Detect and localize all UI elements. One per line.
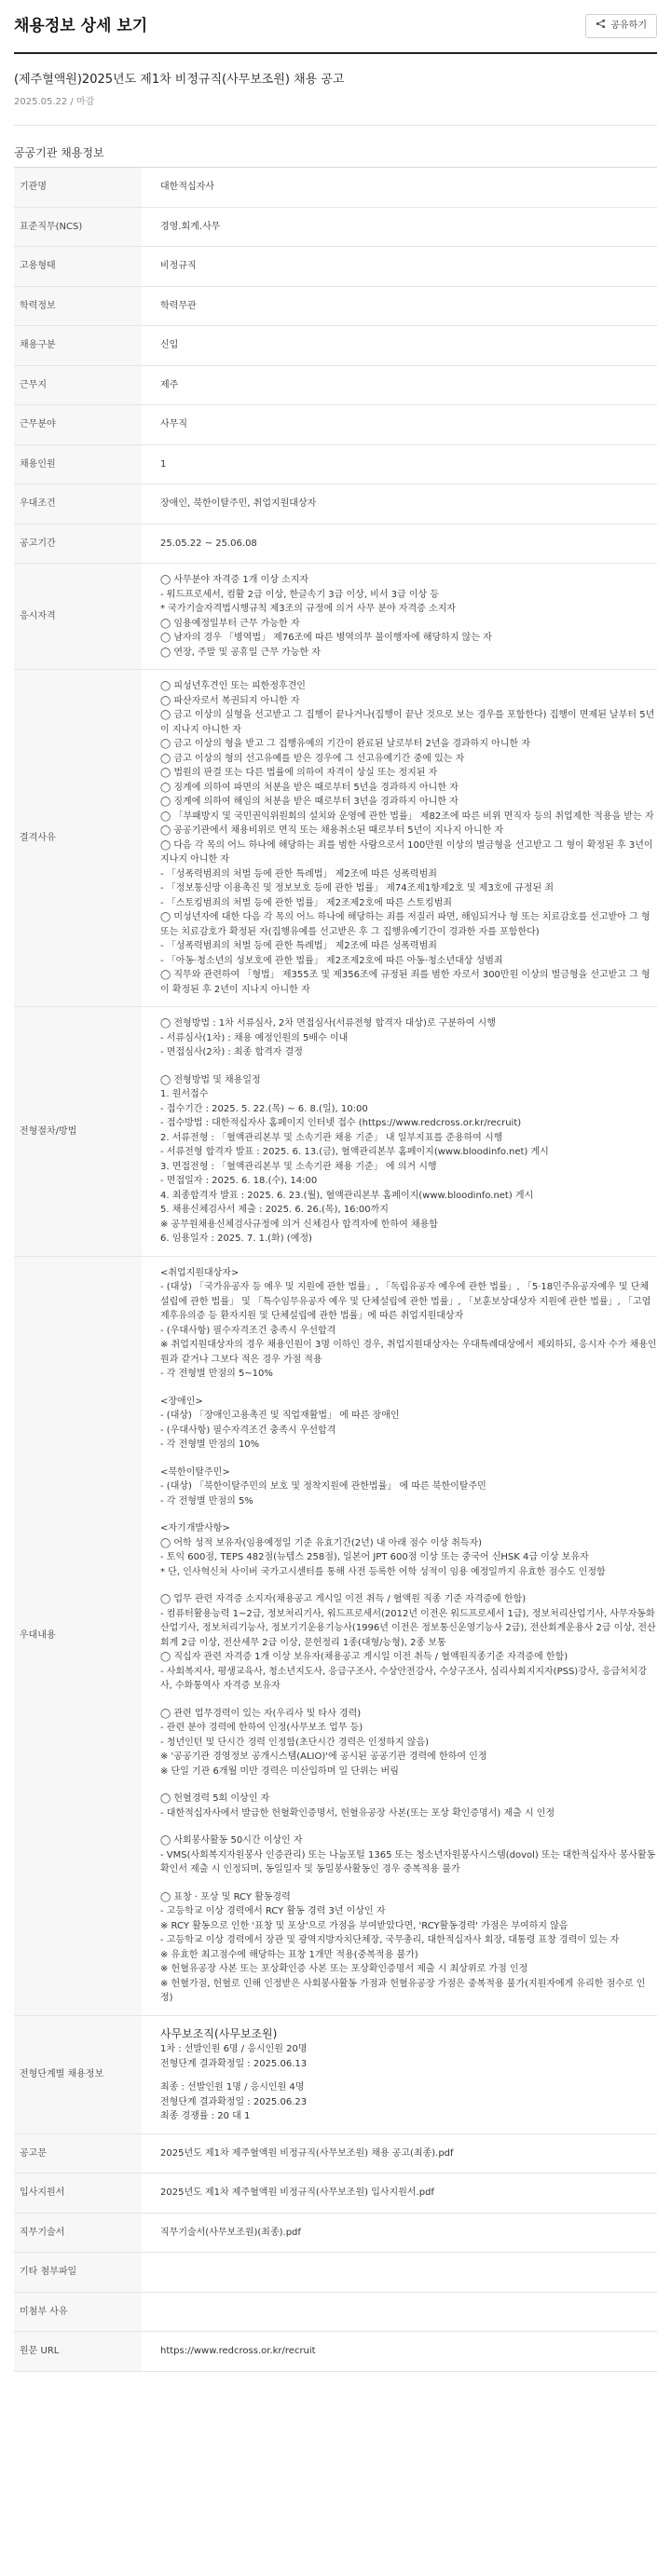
row-value [142,2253,657,2293]
content-line [160,1382,657,1395]
content-line: - 대한적십자사에서 발급한 헌혈확인증명서, 헌혈유공장 사본(또는 포상 확인증명서) 제출 시 인정 [160,1807,555,1819]
content-line: ※ 취업지원대상자의 경우 채용인원이 3명 이하인 경우, 취업지원대상자는 우대특례대상에서 제외하되, 응시자 수가 채용인원과 같거나 그보다 적은 경우 가점 적용 [160,1340,657,1365]
row-value: 학력무관 [142,286,657,326]
content-line: - 각 전형별 만점의 5~10% [160,1369,273,1380]
content-line: ◯ 어학 성적 보유자(임용예정일 기준 유효기간(2년) 내 아래 점수 이상 취득자) [160,1537,483,1548]
content-line: - 접수방법 : 대한적십자사 홈페이지 인터넷 접수 (https://www.redcross.or.kr/recruit) [160,1118,522,1129]
tail_rows-row [14,2213,657,2253]
content-line: 전형단계 결과확정일 : 2025.06.23 [160,2096,308,2107]
row-label: 고용형태 [14,247,142,287]
content-line: ◯ 사무분야 자격증 1개 이상 소지자 [160,575,309,586]
content-line: - 고등학교 이상 경력에서 RCY 활동 경력 3년 이상인 자 [160,1906,386,1917]
recruit-info-table [14,167,657,2372]
row-label: 근무분야 [14,405,142,445]
row-value: 장애인, 북한이탈주민, 취업지원대상자 [142,484,657,525]
rows-row [14,444,657,484]
content-line: - 면접일자 : 2025. 6. 18.(수), 14:00 [160,1176,318,1187]
content-line: 6. 임용일자 : 2025. 7. 1.(화) (예정) [160,1233,312,1245]
content-line: ◯ 전형방법 및 채용일정 [160,1074,261,1085]
content-line: ※ '공공기관 경영정보 공개시스템(ALIO)'에 공시된 공공기관 경력에 한하여 인정 [160,1751,487,1763]
share-button-label: 공유하기 [610,20,647,32]
per-stage-first [160,2042,657,2071]
content-line: ◯ 금고 이상의 형의 선고유예를 받은 경우에 그 선고유예기간 중에 있는 자 [160,753,465,764]
tail_rows-row [14,2292,657,2332]
row-label: 공고문 [14,2133,142,2174]
rows-row [14,207,657,247]
file-link[interactable]: 2025년도 제1차 제주혈액원 비정규직(사무보조원) 채용 공고(최종).pdf [142,2133,657,2174]
disqualification-content [142,670,657,1007]
file-link[interactable]: 직무기술서(사무보조원)(최종).pdf [142,2213,657,2253]
content-line: ◯ 직무와 관련하여 「형법」 제355조 및 제356조에 규정된 죄를 범한 자로서 300만원 이상의 벌금형을 선고받고 그 형이 확정된 후 2년이 지나지 아니한 자 [160,970,650,995]
content-line: ◯ 헌혈경력 5회 이상인 자 [160,1793,270,1805]
table-row-qualification [14,564,657,670]
content-line: ◯ 미성년자에 대한 다음 각 목의 어느 하나에 해당하는 죄를 저질러 파면, 해임되거나 형 또는 치료감호를 선고받아 그 형 또는 치료감호가 확정된 자(집행유예를 선고받은 후 그 집행유예기간이 경과한 자를 포함한다) [160,912,650,937]
content-line: ◯ 금고 이상의 형을 받고 그 집행유예의 기간이 완료된 날로부터 2년을 경과하지 아니한 자 [160,739,530,750]
content-line: <취업지원대상자> [160,1267,240,1278]
content-line: - 「성폭력범죄의 처벌 등에 관한 특례법」 제2조에 따른 성폭력범죄 [160,941,437,952]
row-value: 대한적십자사 [142,168,657,208]
row-label: 학력정보 [14,286,142,326]
content-line: ◯ 법원의 판결 또는 다른 법률에 의하여 자격이 상실 또는 정지된 자 [160,768,438,779]
content-line: 2. 서류전형 : 「혈액관리본부 및 소속기관 채용 기준」 내 일부지표를 준용하여 시행 [160,1132,503,1143]
row-value: 제주 [142,365,657,405]
content-line: - 서류전형 합격자 발표 : 2025. 6. 13.(금), 혈액관리본부 홈페이지(www.bloodinfo.net) 게시 [160,1147,549,1158]
content-line [160,1060,657,1073]
rows-row [14,365,657,405]
content-line: - 각 전형별 만점의 5% [160,1495,253,1506]
content-line: - 사회복지사, 평생교육사, 청소년지도사, 응급구조사, 수상안전강사, 수상구조사, 심리사회지지자(PSS)강사, 응급처치강사, 수화통역사 자격증 보유자 [160,1666,648,1692]
content-line: - VMS(사회복지자원봉사 인증관리) 또는 나눔포털 1365 또는 청소년자원봉사시스템(dovol) 또는 대한적십자사 봉사활동 확인서 제출 시 인정되며, 동일일자 및 동일봉사활동인 경우 중복적용 불가 [160,1849,656,1875]
content-line: 1차 : 선발인원 6명 / 응시인원 20명 [160,2044,308,2055]
content-line: ※ 공무원채용신체검사규정에 의거 신체검사 합격자에 한하여 채용함 [160,1219,438,1230]
content-line: ※ 단일 기관 6개월 미만 경력은 미산입하며 일 단위는 버림 [160,1765,399,1777]
rows-row [14,168,657,208]
content-line: <자기개발사항> [160,1523,230,1534]
content-line: 전형단계 결과확정일 : 2025.06.13 [160,2058,308,2069]
content-line: ◯ 임용예정일부터 근무 가능한 자 [160,618,300,629]
content-line: - 고등학교 이상 경력에서 장관 및 광역지방자치단체장, 국무총리, 대한적십자사 회장, 대통령 표창 경력이 있는 자 [160,1935,620,1946]
share-button[interactable] [585,14,657,39]
row-value: 신입 [142,326,657,366]
content-line: - 서류심사(1차) : 채용 예정인원의 5배수 이내 [160,1032,349,1043]
content-line: ◯ 남자의 경우 「병역법」 제76조에 따른 병역의무 불이행자에 해당하지 않는 자 [160,633,492,644]
content-line: - 면접심사(2차) : 최종 합격자 결정 [160,1047,303,1058]
row-label: 원문 URL [14,2332,142,2372]
row-label: 우대조건 [14,484,142,525]
row-label: 결격사유 [14,670,142,1007]
notice-title: (제주혈액원)2025년도 제1차 비정규직(사무보조원) 채용 공고 [14,73,345,87]
content-line: - (우대사항) 필수자격조건 충족시 우선합격 [160,1325,336,1336]
per-stage-final [160,2080,657,2124]
row-value: 25.05.22 ~ 25.06.08 [142,524,657,564]
process-content [142,1007,657,1257]
row-label: 채용구분 [14,326,142,366]
row-value: 경영.회계.사무 [142,207,657,247]
row-label: 근무지 [14,365,142,405]
file-link[interactable]: 2025년도 제1차 제주혈액원 비정규직(사무보조원) 입사지원서.pdf [142,2174,657,2214]
content-line [160,1779,657,1792]
row-label: 기타 첨부파일 [14,2253,142,2293]
tail_rows-row [14,2253,657,2293]
content-line: ◯ 업무 관련 자격증 소지자(채용공고 게시일 이전 취득 / 혈액원 직종 기준 자격증에 한함) [160,1594,527,1605]
content-line: ※ 유효한 최고점수에 해당하는 표창 1개만 적용(중복적용 불가) [160,1949,418,1960]
row-label: 우대내용 [14,1256,142,2015]
content-line: ※ 헌혈유공장 사본 또는 포상확인증 사본 또는 포상확인증명서 제출 시 최상위로 가점 인정 [160,1964,528,1975]
notice-title-block [14,54,657,126]
content-line: ◯ 전형방법 : 1차 서류심사, 2차 면접심사(서류전형 합격자 대상)로 구분하여 시행 [160,1018,496,1029]
row-value: 1 [142,444,657,484]
notice-date-status: 2025.05.22 / 마감 [14,97,95,108]
content-line: ◯ 징계에 의하여 해임의 처분을 받은 때로부터 3년을 경과하지 아니한 자 [160,797,459,808]
qualification-content [142,564,657,670]
tail_rows-row [14,2133,657,2174]
content-line [160,1452,657,1465]
content-line: - 워드프로세서, 컴활 2급 이상, 한글속기 3급 이상, 비서 3급 이상 등 [160,589,440,600]
content-line: ◯ 연장, 주말 및 공휴일 근무 가능한 자 [160,647,321,658]
row-label: 공고기간 [14,524,142,564]
content-line: - (대상) 「국가유공자 등 예우 및 지원에 관한 법률」, 「독립유공자 예우에 관한 법률」, 「5·18민주유공자예우 및 단체설립에 관한 법률」 및 「특수임무유공자 예우 및 단체설립에 관한 법률」, 「보훈보상대상자 지원에 관한 법률」, 「고엽제후유의증 등 환자지원 및 단체설립에 관한 법률」에 따른 취업지원대상자 [160,1282,651,1322]
row-label: 전형절차/방법 [14,1007,142,1257]
file-link[interactable]: https://www.redcross.or.kr/recruit [142,2332,657,2372]
row-label: 전형단계별 채용정보 [14,2015,142,2133]
content-line: 3. 면접전형 : 「혈액관리본부 및 소속기관 채용 기준」 에 의거 시행 [160,1161,437,1172]
content-line: * 국가기술자격법시행규칙 제3조의 규정에 의거 사무 분야 자격증 소지자 [160,604,456,615]
content-line: ◯ 직십자 관련 자격증 1개 이상 보유자(채용공고 게시일 이전 취득 / 혈액원직종기준 자격증에 한함) [160,1652,568,1663]
content-line: * 단, 인사혁신처 사이버 국가고시센터를 통해 사전 등록한 어학 성적이 임용 예정일까지 유효한 점수도 인정함 [160,1566,606,1577]
content-line: 최종 경쟁률 : 20 대 1 [160,2111,251,2122]
rows-row [14,405,657,445]
rows-row [14,484,657,525]
row-label: 채용인원 [14,444,142,484]
tail_rows-row [14,2332,657,2372]
row-label: 응시자격 [14,564,142,670]
content-line: ※ 헌혈가점, 헌혈로 인해 인정받은 사회봉사활동 가점과 헌혈유공장 가점은 중복적용 불가(지원자에게 유리한 점수로 인정) [160,1978,646,2004]
table-row-process [14,1007,657,1257]
section-title: 공공기관 채용정보 [14,145,104,159]
content-line: <장애인> [160,1396,203,1407]
content-line: 5. 채용신체검사서 제출 : 2025. 6. 26.(목), 16:00까지 [160,1205,389,1216]
content-line: ◯ 다음 각 목의 어느 하나에 해당하는 죄를 범한 사람으로서 100만원 이상의 벌금형을 선고받고 그 형이 확정된 후 3년이 지나지 아니한 자 [160,839,653,865]
tail_rows-row [14,2174,657,2214]
content-line: ◯ 표창 · 포상 및 RCY 활동경력 [160,1891,291,1902]
content-line [160,1579,657,1592]
content-line: - 「스토킹범죄의 처벌 등에 관한 법률」 제2조제2호에 따른 스토킹범죄 [160,897,452,908]
content-line: ◯ 징계에 의하여 파면의 처분을 받은 때로부터 5년을 경과하지 아니한 자 [160,782,459,793]
row-label: 표준직무(NCS) [14,207,142,247]
per-stage-position: 사무보조직(사무보조원) [160,2026,278,2040]
content-line: - (우대사항) 필수자격조건 충족시 우선합격 [160,1424,336,1436]
per-stage-content [142,2015,657,2133]
content-line: - 토익 600점, TEPS 482점(뉴텝스 258점), 일본어 JPT 600점 이상 또는 중국어 신HSK 4급 이상 보유자 [160,1552,589,1563]
content-line: - (대상) 「장애인고용촉진 및 직업재활법」 에 따른 장애인 [160,1411,400,1422]
row-value: 사무직 [142,405,657,445]
share-icon [596,19,606,34]
row-label: 기관명 [14,168,142,208]
rows-row [14,286,657,326]
rows-row [14,247,657,287]
rows-row [14,524,657,564]
content-line: ◯ 파산자로서 복권되지 아니한 자 [160,695,300,706]
content-line: ◯ 피성년후견인 또는 피한정후견인 [160,681,306,692]
content-line: - 컴퓨터활용능력 1~2급, 정보처리기사, 워드프로세서(2012년 이전은 워드프로세서 1급), 정보처리산업기사, 사무자동화산업기사, 정보처리기능사, 정보기기운용기능사(1996년 이전은 정보통신운영기능사 2급), 전산회계운용사 2급 이상, 전산회계 2급 이상, 전산세무 2급 이상, 문헌정리 1종(대형/능형), 2종 보통 [160,1608,656,1648]
content-line [160,1508,657,1521]
content-line [160,1820,657,1833]
content-line [160,1694,657,1707]
table-row-per-stage [14,2015,657,2133]
content-line: - 「성폭력범죄의 처벌 등에 관한 특례법」 제2조에 따른 성폭력범죄 [160,868,437,879]
row-value [142,2292,657,2332]
preference-content [142,1256,657,2015]
content-line: ◯ 사회봉사활동 50시간 이상인 자 [160,1835,303,1847]
content-line: 4. 최종합격자 발표 : 2025. 6. 23.(월), 혈액관리본부 홈페이지(www.bloodinfo.net) 게시 [160,1190,534,1201]
page-header [14,0,657,54]
row-label: 직무기술서 [14,2213,142,2253]
page-title: 채용정보 상세 보기 [14,16,148,35]
row-value: 비정규직 [142,247,657,287]
content-line: ※ RCY 활동으로 인한 '표창 및 포상'으로 가점을 부여받았다면, 'RCY활동경력' 가점은 부여하지 않음 [160,1920,568,1931]
content-line: ◯ 관련 업무경력이 있는 자(우리사 및 타사 경력) [160,1708,362,1719]
content-line: - 접수기간 : 2025. 5. 22.(목) ~ 6. 8.(일), 10:00 [160,1103,368,1114]
rows-row [14,326,657,366]
content-line: - 「정보통신망 이용촉진 및 정보보호 등에 관한 법률」 제74조제1항제2호 및 제3호에 규정된 죄 [160,883,555,894]
content-line: 1. 원서접수 [160,1089,209,1100]
content-line: <북한이탈주민> [160,1466,230,1478]
content-line: 최종 : 선발인원 1명 / 응시인원 4명 [160,2082,305,2093]
table-row-disqualification [14,670,657,1007]
row-label: 미첨부 사유 [14,2292,142,2332]
row-label: 입사지원서 [14,2174,142,2214]
content-line: ◯ 공공기관에서 채용비위로 면직 또는 채용취소된 때로부터 5년이 지나지 아니한 자 [160,825,504,837]
content-line: - 관련 분야 경력에 한하여 인정(사무보조 업무 등) [160,1723,363,1734]
content-line: - 각 전형별 만점의 10% [160,1439,260,1451]
content-line: - 「아동·청소년의 성보호에 관한 법률」 제2조제2호에 따른 아동·청소년대상 성범죄 [160,955,503,966]
content-line: ◯ 「부패방지 및 국민권익위원회의 설치와 운영에 관한 법률」 제82조에 따른 비위 면직자 등의 취업제한 적용을 받는 자 [160,811,654,822]
table-row-preference [14,1256,657,2015]
content-line: - (대상) 「북한이탈주민의 보호 및 정착지원에 관한법률」 에 따른 북한이탈주민 [160,1481,486,1492]
content-line [160,1877,657,1890]
content-line: - 청년인턴 및 단시간 경력 인정함(초단시간 경력은 인정하지 않음) [160,1737,430,1748]
content-line: ◯ 금고 이상의 실형을 선고받고 그 집행이 끝나거나(집행이 끝난 것으로 보는 경우를 포함한다) 집행이 면제된 날부터 5년이 지나지 아니한 자 [160,710,655,735]
